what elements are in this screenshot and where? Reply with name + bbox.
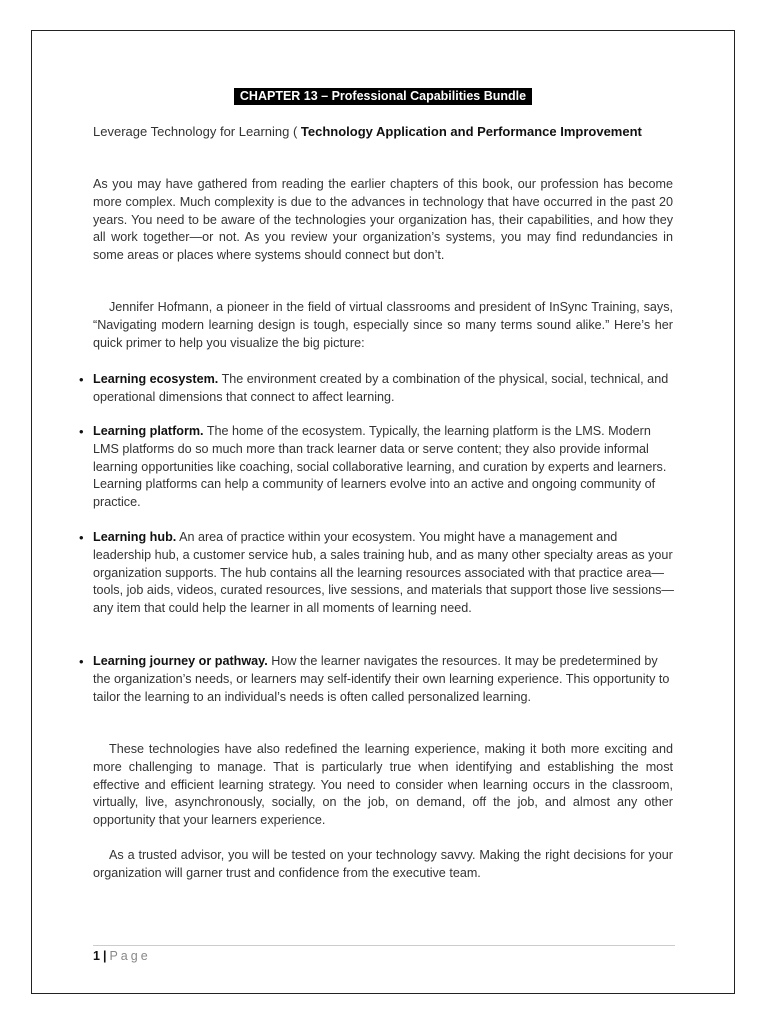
paragraph-technologies: These technologies have also redefined the learning experience, making it both more exciting and more challenging to manage. That is particularly true when identifying and establishing the most effective and efficient learning strategy. You need to consider when learning occurs in the classroom, virtually, live, asynchronously, socially, on the job, on demand, off the job, and almost any other opportunity that your learners experience. [93, 742, 673, 828]
bullet-icon: • [79, 424, 84, 439]
subtitle [93, 123, 693, 140]
bullet-text: An area of practice within your ecosystem. You might have a management and leadership hub, a customer service hub, a sales training hub, and as many other specialty areas as your organization supports. The hub contains all the learning resources associated with that practice area—tools, job aids, videos, curated resources, live sessions, and materials that support those live sessions—any item that could help the learner in all moments of learning need. [93, 530, 674, 616]
subtitle-bold: Technology Application and Performance Improvement [300, 124, 642, 139]
paragraph-hofmann: Jennifer Hofmann, a pioneer in the field of virtual classrooms and president of InSync Training, says, “Navigating modern learning design is tough, especially since so many terms sound alike.” Here’s her quick primer to help you visualize the big picture: [93, 300, 673, 350]
footer-separator: | [102, 949, 107, 963]
bullet-icon: • [79, 530, 84, 545]
bullet-icon: • [79, 372, 84, 387]
bullet-term: Learning ecosystem. [93, 372, 219, 386]
bullet-text: How the learner navigates the resources. It may be predetermined by the organization’s needs, or learners may self-identify their own learning experience. This opportunity to tailor the learning to an individual’s needs is often called personalized learning. [93, 654, 670, 704]
paragraph-advisor: As a trusted advisor, you will be tested on your technology savvy. Making the right decisions for your organization will garner trust and confidence from the executive team. [93, 848, 673, 880]
page-number: 1 [93, 949, 100, 963]
page-footer [93, 948, 151, 964]
page-label: Page [109, 949, 151, 963]
bullet-text: The environment created by a combination of the physical, social, technical, and operational dimensions that connect to affect learning. [93, 372, 669, 404]
bullet-item-ecosystem [79, 371, 678, 407]
chapter-title: CHAPTER 13 – Professional Capabilities Bundle [234, 88, 532, 105]
bullet-text: The home of the ecosystem. Typically, the learning platform is the LMS. Modern LMS platforms do so much more than track learner data or serve content; they also provide informal learning opportunities like coaching, social collaborative learning, and curation by experts and learners. Learning platforms can help a community of learners evolve into an active and ongoing community of practice. [93, 424, 667, 510]
paragraph-intro: As you may have gathered from reading the earlier chapters of this book, our profession has become more complex. Much complexity is due to the advances in technology that have occurred in the past 20 years. You need to be aware of the technologies your organization has, their capabilities, and how they all work together—or not. As you review your organization’s systems, you may find redundancies in some areas or places where systems should connect but don’t. [93, 177, 673, 263]
bullet-icon: • [79, 654, 84, 669]
bullet-term: Learning hub. [93, 530, 177, 544]
subtitle-plain: Leverage Technology for Learning ( [93, 124, 301, 139]
bullet-term: Learning journey or pathway. [93, 654, 268, 668]
footer-divider [93, 945, 675, 946]
bullet-item-platform [79, 423, 678, 512]
bullet-item-hub [79, 529, 678, 618]
bullet-item-journey [79, 653, 678, 706]
bullet-term: Learning platform. [93, 424, 204, 438]
